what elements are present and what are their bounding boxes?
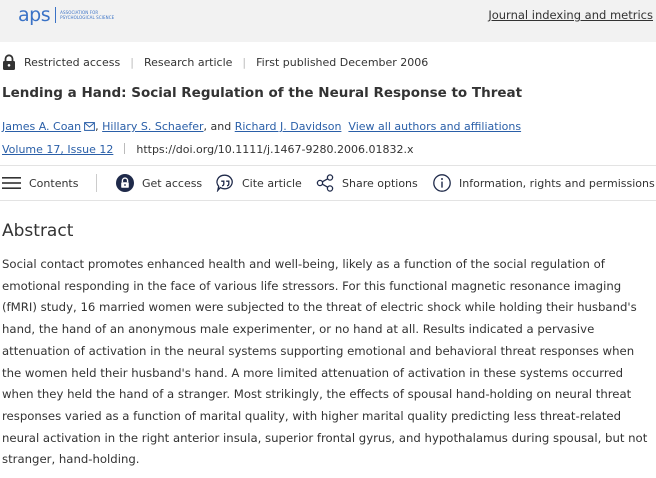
author-list xyxy=(2,120,521,133)
email-icon[interactable] xyxy=(84,122,95,131)
logo-wordmark: aps xyxy=(18,4,51,26)
author-conjunction: , and xyxy=(203,120,232,133)
contents-label: Contents xyxy=(29,176,79,190)
logo-subtitle-line-2: PSYCHOLOGICAL SCIENCE xyxy=(60,15,115,20)
author-separator: , xyxy=(95,120,103,133)
lock-circle-icon xyxy=(116,174,134,192)
publish-date: First published December 2006 xyxy=(256,55,429,69)
cite-article-label: Cite article xyxy=(242,176,302,190)
quote-bubble-icon xyxy=(216,174,234,192)
info-rights-button[interactable] xyxy=(433,166,655,200)
info-rights-label: Information, rights and permissions xyxy=(459,176,655,190)
citation-separator xyxy=(124,143,125,154)
lock-icon xyxy=(2,54,16,70)
volume-issue-link[interactable]: Volume 17, Issue 12 xyxy=(2,143,114,156)
get-access-button[interactable] xyxy=(116,166,202,200)
view-all-authors-link[interactable]: View all authors and affiliations xyxy=(348,120,522,133)
author-link-schaefer[interactable]: Hillary S. Schaefer xyxy=(102,120,204,133)
get-access-label: Get access xyxy=(142,176,203,190)
article-type: Research article xyxy=(143,55,233,69)
meta-separator: | xyxy=(242,55,247,69)
share-options-button[interactable] xyxy=(316,166,418,200)
share-options-label: Share options xyxy=(342,176,418,190)
article-title: Lending a Hand: Social Regulation of the Neural Response to Threat xyxy=(2,85,523,101)
list-icon xyxy=(2,176,21,190)
contents-button[interactable] xyxy=(2,166,78,200)
author-link-davidson[interactable]: Richard J. Davidson xyxy=(234,120,342,133)
aps-logo[interactable] xyxy=(18,5,114,25)
article-toolbar xyxy=(0,165,656,201)
info-icon xyxy=(433,174,451,192)
abstract-text: Social contact promotes enhanced health and well-being, likely as a function of the social regulation of emotional responding in the face of various life stressors. For this functional magnetic resonance imaging (fMRI) study, 16 married women were subjected to the threat of electric shock while holding their husband's hand, the hand of an anonymous male experimenter, or no hand at all. Results indicated a pervasive attenuation of activation in the neural systems supporting emotional and behavioral threat responses when the women held their husband's hand. A more limited attenuation of activation in these systems occurred when they held the hand of a stranger. Most strikingly, the effects of spousal hand-holding on neural threat responses varied as a function of marital quality, with higher marital quality predicting less threat-related neural activation in the right anterior insula, superior frontal gyrus, and hypothalamus during spousal, but not stranger, hand-holding. xyxy=(2,257,648,467)
cite-article-button[interactable] xyxy=(216,166,302,200)
toolbar-divider xyxy=(96,174,97,192)
doi-text[interactable]: https://doi.org/10.1111/j.1467-9280.2006.01832.x xyxy=(136,143,414,156)
article-meta-row xyxy=(2,54,428,70)
top-header xyxy=(0,0,656,42)
journal-indexing-link[interactable]: Journal indexing and metrics xyxy=(488,8,653,22)
access-status: Restricted access xyxy=(24,55,121,69)
share-icon xyxy=(316,174,334,192)
citation-row xyxy=(2,143,413,156)
logo-subtitle-line-1: ASSOCIATION FOR xyxy=(60,10,99,15)
abstract-heading: Abstract xyxy=(2,221,74,241)
author-link-coan[interactable]: James A. Coan xyxy=(2,120,82,133)
logo-divider xyxy=(55,7,56,23)
logo-subtitle xyxy=(60,10,114,20)
meta-separator: | xyxy=(130,55,134,69)
